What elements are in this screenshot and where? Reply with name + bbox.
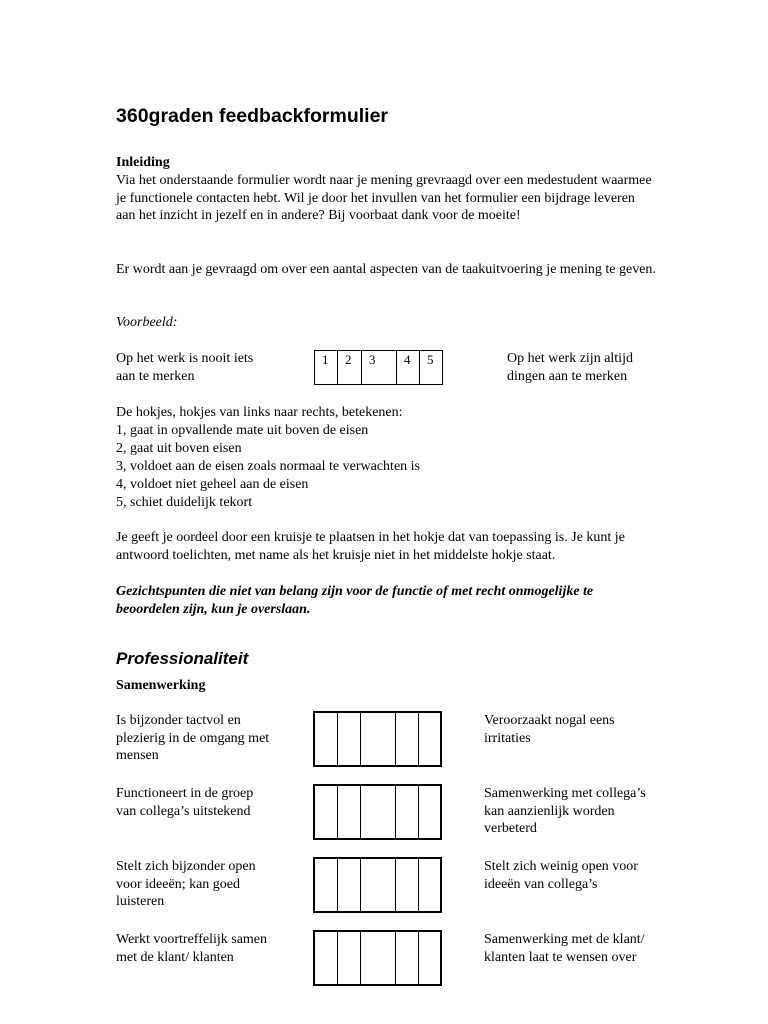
rating-box-4[interactable] xyxy=(396,713,419,765)
rating-box-2[interactable] xyxy=(338,859,361,911)
intro-paragraph-1: Via het onderstaande formulier wordt naar je mening grevraagd over een medestudent waarmee je functionele contacten hebt. Wil je door het invullen van het formulier een bijdrage leveren aan het inzicht in jezelf en in andere? Bij voorbaat dank voor de moeite! xyxy=(116,173,652,224)
row-right-statement: Stelt zich weinig open voor ideeën van collega’s xyxy=(484,859,638,892)
rating-box-1[interactable] xyxy=(315,713,338,765)
row-right-statement: Samenwerking met collega’s kan aanzienlijk worden verbeterd xyxy=(484,786,646,837)
example-scale-cell: 4 xyxy=(397,351,420,384)
example-left-statement: Op het werk is nooit iets aan te merken xyxy=(116,351,254,384)
rating-box-3[interactable] xyxy=(361,859,396,911)
row-left-statement: Is bijzonder tactvol en plezierig in de omgang met mensen xyxy=(116,713,270,764)
rating-scale xyxy=(313,784,442,840)
rating-box-1[interactable] xyxy=(315,859,338,911)
example-label: Voorbeeld: xyxy=(116,315,178,330)
rating-scale xyxy=(313,857,442,913)
row-right-statement: Veroorzaakt nogal eens irritaties xyxy=(484,713,615,746)
section-title: Professionaliteit xyxy=(116,649,249,668)
rating-box-5[interactable] xyxy=(419,932,440,984)
section-subheading: Samenwerking xyxy=(116,678,206,693)
note-text: Gezichtspunten die niet van belang zijn voor de functie of met recht onmogelijke te beoordelen zijn, kun je overslaan. xyxy=(116,584,594,617)
rating-box-3[interactable] xyxy=(361,713,396,765)
row-left-statement: Functioneert in de groep van collega’s uitstekend xyxy=(116,786,254,819)
legend-item: 1, gaat in opvallende mate uit boven de eisen xyxy=(116,423,369,438)
legend-item: 3, voldoet aan de eisen zoals normaal te verwachten is xyxy=(116,459,420,474)
rating-box-3[interactable] xyxy=(361,932,396,984)
example-scale xyxy=(314,350,443,385)
rating-box-4[interactable] xyxy=(396,786,419,838)
rating-scale xyxy=(313,930,442,986)
rating-box-4[interactable] xyxy=(396,932,419,984)
row-left-statement: Stelt zich bijzonder open voor ideeën; kan goed luisteren xyxy=(116,859,256,910)
legend-item: 5, schiet duidelijk tekort xyxy=(116,495,253,510)
rating-box-5[interactable] xyxy=(419,859,440,911)
example-right-statement: Op het werk zijn altijd dingen aan te merken xyxy=(507,351,633,384)
legend-intro: De hokjes, hokjes van links naar rechts, betekenen: xyxy=(116,405,403,420)
example-scale-cell: 2 xyxy=(338,351,362,384)
rating-box-2[interactable] xyxy=(338,932,361,984)
intro-heading: Inleiding xyxy=(116,155,170,170)
legend-item: 4, voldoet niet geheel aan de eisen xyxy=(116,477,309,492)
legend-item: 2, gaat uit boven eisen xyxy=(116,441,242,456)
rating-box-2[interactable] xyxy=(338,713,361,765)
instruction-text: Je geeft je oordeel door een kruisje te plaatsen in het hokje dat van toepassing is. Je kunt je antwoord toelichten, met name als het kruisje niet in het middelste hokje staat. xyxy=(116,530,625,563)
example-scale-cell: 1 xyxy=(315,351,338,384)
rating-box-5[interactable] xyxy=(419,713,440,765)
example-scale-cell: 5 xyxy=(427,352,434,367)
intro-paragraph-2: Er wordt aan je gevraagd om over een aantal aspecten van de taakuitvoering je mening te geven. xyxy=(116,262,656,277)
rating-box-5[interactable] xyxy=(419,786,440,838)
rating-box-4[interactable] xyxy=(396,859,419,911)
example-scale-cell: 3 xyxy=(362,351,397,384)
rating-box-1[interactable] xyxy=(315,932,338,984)
rating-scale xyxy=(313,711,442,767)
row-left-statement: Werkt voortreffelijk samen met de klant/ klanten xyxy=(116,932,268,965)
row-right-statement: Samenwerking met de klant/ klanten laat te wensen over xyxy=(484,932,645,965)
document-title: 360graden feedbackformulier xyxy=(116,105,389,127)
rating-box-1[interactable] xyxy=(315,786,338,838)
rating-box-3[interactable] xyxy=(361,786,396,838)
rating-box-2[interactable] xyxy=(338,786,361,838)
